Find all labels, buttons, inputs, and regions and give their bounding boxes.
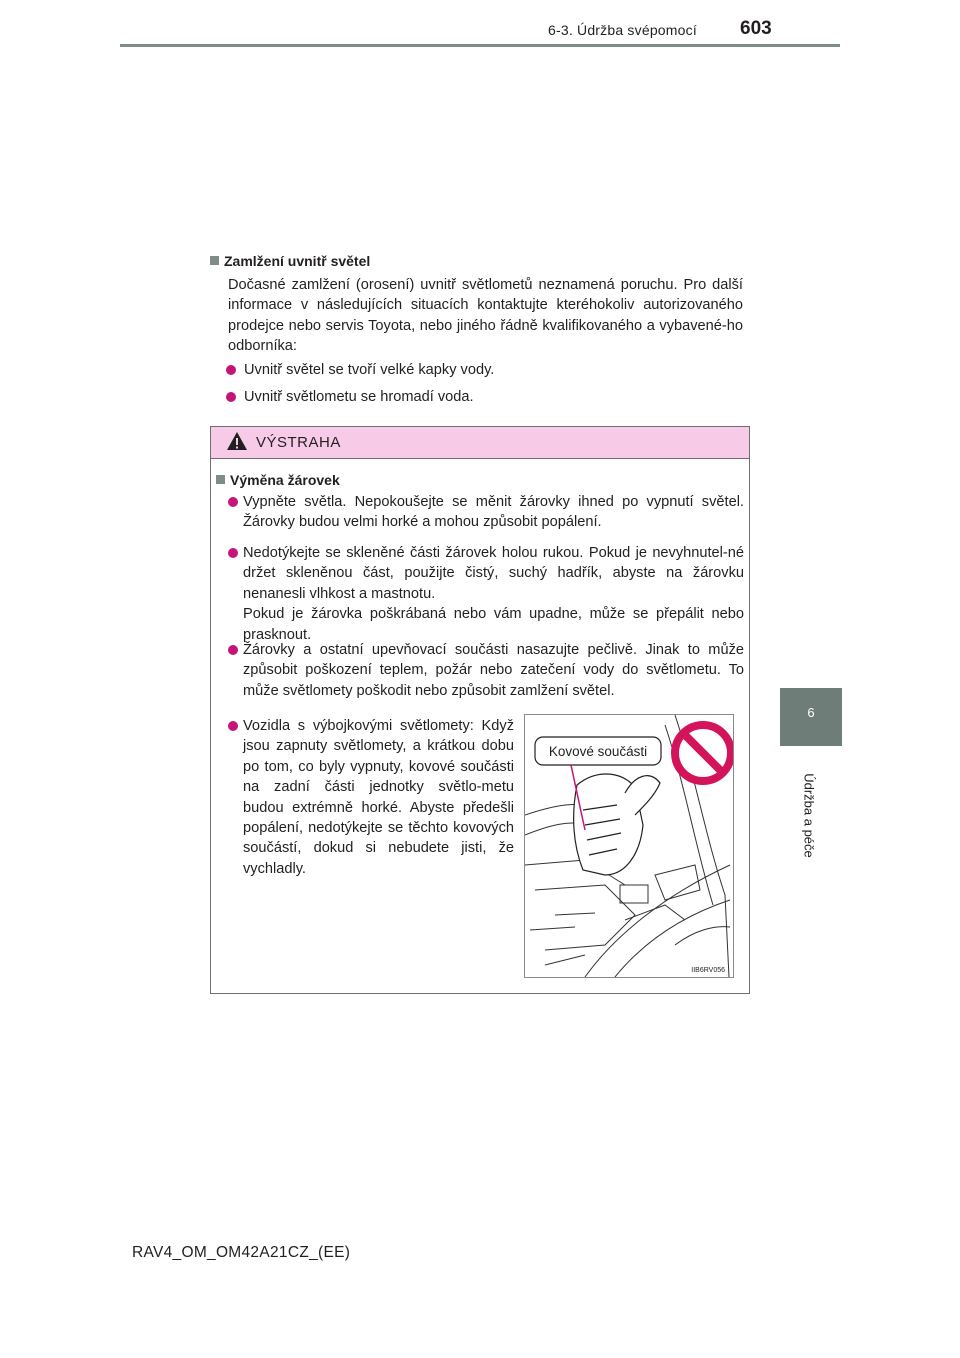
callout-label: Kovové součásti [548,744,648,759]
header-section-title: 6-3. Údržba svépomocí [548,22,697,38]
warning-triangle-icon [226,431,248,451]
dot-bullet-icon [226,392,236,402]
warning-subsection-title: Výměna žárovek [230,472,340,488]
dot-bullet-icon [226,365,236,375]
engine-bay-drawing [525,715,733,977]
warning-item: Nedotýkejte se skleněné části žárovek holou rukou. Pokud je nevyhnutel-né držet skleněnou část, použijte čistý, suchý hadřík, abyste na žárovku nenanesli vlhkost a mastnotu. Pokud je žárovka poškrábaná nebo vám upadne, může se přepálit nebo prasknout. [228,543,744,645]
dot-bullet-icon [228,497,238,507]
section-intro: Dočasné zamlžení (orosení) uvnitř světlometů neznamená poruchu. Pro další informace v následujících situacích kontaktujte kteréhokoliv autorizovaného prodejce nebo servis Toyota, nebo jiného řádně kvalifikovaného a vybavené-ho odborníka: [228,277,743,355]
dot-bullet-icon [228,645,238,655]
chapter-number: 6 [807,705,815,720]
square-bullet-icon [210,256,219,265]
warning-subsection-heading [216,472,340,488]
document-code: RAV4_OM_OM42A21CZ_(EE) [132,1244,351,1261]
header-divider [120,44,840,47]
chapter-title: Údržba a péče [801,773,817,858]
warning-title: VÝSTRAHA [256,434,341,451]
illustration-code: IIB6RV056 [691,967,725,974]
list-item: Uvnitř světlometu se hromadí voda. [228,387,474,407]
square-bullet-icon [216,475,225,484]
section-heading [210,253,370,269]
section-title: Zamlžení uvnitř světel [224,253,371,269]
warning-item: Vozidla s výbojkovými světlomety: Když jsou zapnuty světlomety, a krátkou dobu po tom, co byly vypnuty, kovové součásti na zadní části jednotky světlo-metu budou extrémně horké. Abyste předešli popálení, nedotýkejte se těchto kovových součástí, dokud si nebudete jisti, že vychladly. [228,716,514,879]
headlight-illustration [524,714,734,978]
page-number: 603 [740,18,772,39]
dot-bullet-icon [228,721,238,731]
dot-bullet-icon [228,548,238,558]
list-item: Uvnitř světel se tvoří velké kapky vody. [228,360,494,380]
warning-item: Žárovky a ostatní upevňovací součásti nasazujte pečlivě. Jinak to může způsobit poškození teplem, požár nebo zatečení vody do světlometu. To může světlomety poškodit nebo způsobit zamlžení světel. [228,640,744,701]
warning-item: Vypněte světla. Nepokoušejte se měnit žárovky ihned po vypnutí světel. Žárovky budou velmi horké a mohou způsobit popálení. [228,492,744,533]
